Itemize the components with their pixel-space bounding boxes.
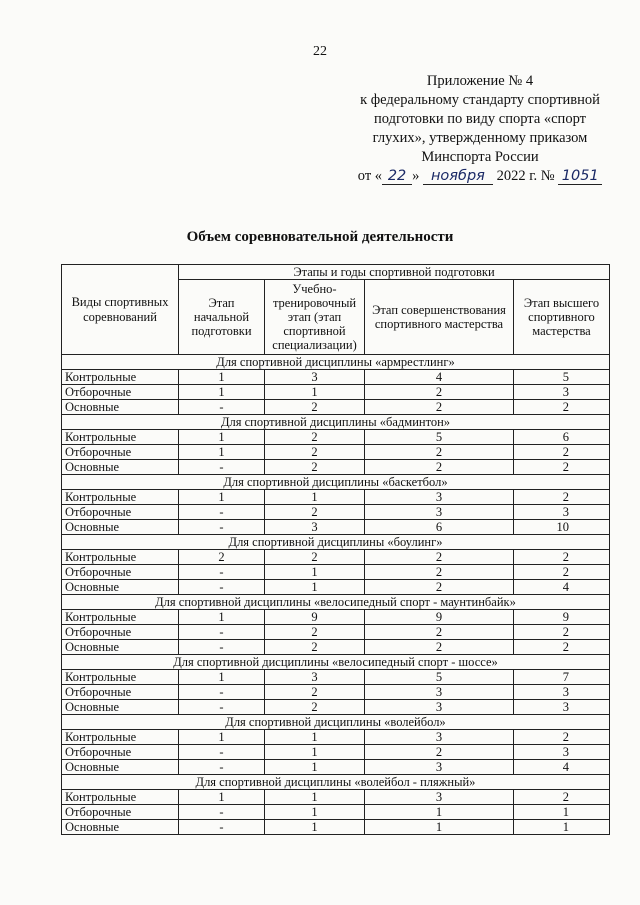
value-cell: -	[179, 820, 265, 835]
value-cell: 2	[514, 445, 610, 460]
value-cell: 2	[514, 550, 610, 565]
value-cell: -	[179, 745, 265, 760]
value-cell: 1	[179, 730, 265, 745]
value-cell: 2	[365, 745, 514, 760]
discipline-row	[62, 355, 610, 370]
value-cell: 4	[514, 760, 610, 775]
value-cell: 2	[265, 460, 365, 475]
value-cell: 9	[514, 610, 610, 625]
competition-kind-cell: Контрольные	[62, 430, 179, 445]
value-cell: 1	[179, 490, 265, 505]
competition-volume-table	[61, 264, 610, 835]
value-cell: 3	[514, 745, 610, 760]
value-cell: 3	[514, 385, 610, 400]
value-cell: 4	[514, 580, 610, 595]
value-cell: 2	[514, 640, 610, 655]
value-cell: 3	[514, 505, 610, 520]
value-cell: 2	[265, 445, 365, 460]
value-cell: -	[179, 685, 265, 700]
discipline-title: Для спортивной дисциплины «армрестлинг»	[62, 355, 610, 370]
competition-kind-cell: Отборочные	[62, 505, 179, 520]
value-cell: 2	[265, 625, 365, 640]
discipline-title: Для спортивной дисциплины «бадминтон»	[62, 415, 610, 430]
header-training-stage: Учебно-тренировочный этап (этап спортивной специализации)	[265, 280, 365, 355]
value-cell: 1	[265, 385, 365, 400]
competition-kind-cell: Отборочные	[62, 565, 179, 580]
value-cell: 10	[514, 520, 610, 535]
discipline-row	[62, 415, 610, 430]
value-cell: 2	[179, 550, 265, 565]
value-cell: 5	[514, 370, 610, 385]
value-cell: -	[179, 760, 265, 775]
page-number: 22	[313, 44, 327, 59]
order-day-handwritten: 22	[382, 169, 412, 185]
value-cell: 2	[365, 565, 514, 580]
value-cell: 3	[365, 760, 514, 775]
discipline-title: Для спортивной дисциплины «баскетбол»	[62, 475, 610, 490]
value-cell: -	[179, 400, 265, 415]
order-year: 2022 г. №	[496, 168, 555, 184]
header-stages-and-years: Этапы и годы спортивной подготовки	[179, 265, 610, 280]
order-number-handwritten: 1051	[558, 169, 602, 185]
table-row	[62, 370, 610, 385]
value-cell: 6	[514, 430, 610, 445]
table-row	[62, 760, 610, 775]
value-cell: 2	[514, 460, 610, 475]
value-cell: 2	[514, 400, 610, 415]
value-cell: 3	[514, 685, 610, 700]
table-row	[62, 430, 610, 445]
table-row	[62, 490, 610, 505]
competition-kind-cell: Отборочные	[62, 685, 179, 700]
table-row	[62, 820, 610, 835]
value-cell: 2	[365, 580, 514, 595]
value-cell: 3	[365, 490, 514, 505]
competition-kind-cell: Основные	[62, 400, 179, 415]
table-row	[62, 685, 610, 700]
value-cell: -	[179, 640, 265, 655]
value-cell: 2	[265, 550, 365, 565]
discipline-row	[62, 775, 610, 790]
header-improvement-stage: Этап совершенствования спортивного мастерства	[365, 280, 514, 355]
table-row	[62, 445, 610, 460]
discipline-title: Для спортивной дисциплины «боулинг»	[62, 535, 610, 550]
value-cell: 2	[514, 625, 610, 640]
header-initial-stage: Этап начальной подготовки	[179, 280, 265, 355]
value-cell: 3	[365, 685, 514, 700]
table-row	[62, 400, 610, 415]
discipline-row	[62, 535, 610, 550]
header-higher-mastery-stage: Этап высшего спортивного мастерства	[514, 280, 610, 355]
table-row	[62, 550, 610, 565]
table-row	[62, 790, 610, 805]
competition-kind-cell: Отборочные	[62, 805, 179, 820]
order-month-handwritten: ноября	[423, 169, 493, 185]
table-row	[62, 610, 610, 625]
appendix-line-5: Минспорта России	[421, 149, 539, 165]
value-cell: 2	[265, 700, 365, 715]
table-row	[62, 625, 610, 640]
table-row	[62, 745, 610, 760]
table-row	[62, 670, 610, 685]
appendix-line-3: подготовки по виду спорта «спорт	[374, 111, 586, 127]
value-cell: 1	[365, 805, 514, 820]
discipline-title: Для спортивной дисциплины «велосипедный спорт - шоссе»	[62, 655, 610, 670]
competition-kind-cell: Отборочные	[62, 445, 179, 460]
competition-kind-cell: Основные	[62, 760, 179, 775]
discipline-title: Для спортивной дисциплины «велосипедный спорт - маунтинбайк»	[62, 595, 610, 610]
competition-kind-cell: Контрольные	[62, 730, 179, 745]
value-cell: 1	[514, 805, 610, 820]
competition-kind-cell: Контрольные	[62, 490, 179, 505]
competition-kind-cell: Основные	[62, 820, 179, 835]
value-cell: 1	[265, 805, 365, 820]
table-row	[62, 580, 610, 595]
value-cell: 1	[265, 565, 365, 580]
appendix-block	[345, 72, 615, 186]
value-cell: 3	[365, 730, 514, 745]
value-cell: 2	[514, 790, 610, 805]
competition-kind-cell: Контрольные	[62, 370, 179, 385]
value-cell: -	[179, 505, 265, 520]
page-title: Объем соревновательной деятельности	[186, 229, 454, 245]
value-cell: 1	[265, 745, 365, 760]
value-cell: 1	[265, 490, 365, 505]
value-cell: -	[179, 805, 265, 820]
value-cell: 2	[365, 385, 514, 400]
discipline-row	[62, 475, 610, 490]
value-cell: -	[179, 625, 265, 640]
value-cell: 1	[265, 580, 365, 595]
value-cell: 4	[365, 370, 514, 385]
competition-kind-cell: Отборочные	[62, 625, 179, 640]
value-cell: 2	[514, 490, 610, 505]
table-row	[62, 805, 610, 820]
value-cell: 2	[365, 400, 514, 415]
value-cell: 1	[265, 820, 365, 835]
value-cell: -	[179, 580, 265, 595]
value-cell: 1	[179, 790, 265, 805]
competition-kind-cell: Основные	[62, 580, 179, 595]
competition-kind-cell: Основные	[62, 520, 179, 535]
header-competition-kinds: Виды спортивных соревнований	[62, 265, 179, 355]
value-cell: 1	[514, 820, 610, 835]
table-row	[62, 565, 610, 580]
competition-kind-cell: Основные	[62, 460, 179, 475]
order-mid: »	[412, 168, 420, 184]
value-cell: 1	[179, 430, 265, 445]
value-cell: -	[179, 460, 265, 475]
value-cell: 1	[365, 820, 514, 835]
value-cell: 1	[265, 760, 365, 775]
value-cell: 1	[265, 730, 365, 745]
value-cell: 5	[365, 670, 514, 685]
value-cell: 1	[179, 610, 265, 625]
value-cell: 2	[265, 430, 365, 445]
discipline-title: Для спортивной дисциплины «волейбол»	[62, 715, 610, 730]
discipline-row	[62, 595, 610, 610]
competition-kind-cell: Основные	[62, 640, 179, 655]
value-cell: 3	[265, 370, 365, 385]
value-cell: 9	[365, 610, 514, 625]
competition-kind-cell: Контрольные	[62, 670, 179, 685]
value-cell: 2	[514, 565, 610, 580]
value-cell: 2	[265, 685, 365, 700]
competition-kind-cell: Контрольные	[62, 610, 179, 625]
competition-kind-cell: Отборочные	[62, 745, 179, 760]
value-cell: 2	[365, 445, 514, 460]
competition-kind-cell: Отборочные	[62, 385, 179, 400]
order-line	[345, 167, 615, 186]
value-cell: 3	[365, 700, 514, 715]
value-cell: 3	[265, 520, 365, 535]
value-cell: 1	[265, 790, 365, 805]
value-cell: 7	[514, 670, 610, 685]
appendix-line-1: Приложение № 4	[426, 73, 534, 89]
table-row	[62, 640, 610, 655]
table-row	[62, 700, 610, 715]
value-cell: 1	[179, 445, 265, 460]
value-cell: -	[179, 520, 265, 535]
discipline-row	[62, 715, 610, 730]
value-cell: 1	[179, 385, 265, 400]
table-row	[62, 730, 610, 745]
order-prefix: от «	[357, 168, 383, 184]
table-row	[62, 460, 610, 475]
appendix-line-4: глухих», утвержденному приказом	[372, 130, 588, 146]
value-cell: 3	[514, 700, 610, 715]
value-cell: 2	[365, 640, 514, 655]
competition-kind-cell: Контрольные	[62, 550, 179, 565]
value-cell: 6	[365, 520, 514, 535]
value-cell: 2	[514, 730, 610, 745]
appendix-line-2: к федеральному стандарту спортивной	[360, 92, 600, 108]
value-cell: 2	[365, 625, 514, 640]
value-cell: -	[179, 565, 265, 580]
table-row	[62, 505, 610, 520]
table-row	[62, 520, 610, 535]
value-cell: 2	[265, 640, 365, 655]
value-cell: 2	[365, 550, 514, 565]
value-cell: 3	[365, 505, 514, 520]
value-cell: 3	[265, 670, 365, 685]
value-cell: 2	[265, 505, 365, 520]
discipline-title: Для спортивной дисциплины «волейбол - пляжный»	[62, 775, 610, 790]
value-cell: 3	[365, 790, 514, 805]
discipline-row	[62, 655, 610, 670]
value-cell: 1	[179, 670, 265, 685]
competition-kind-cell: Контрольные	[62, 790, 179, 805]
value-cell: 9	[265, 610, 365, 625]
value-cell: 1	[179, 370, 265, 385]
value-cell: -	[179, 700, 265, 715]
value-cell: 2	[365, 460, 514, 475]
competition-kind-cell: Основные	[62, 700, 179, 715]
table-row	[62, 385, 610, 400]
value-cell: 2	[265, 400, 365, 415]
value-cell: 5	[365, 430, 514, 445]
